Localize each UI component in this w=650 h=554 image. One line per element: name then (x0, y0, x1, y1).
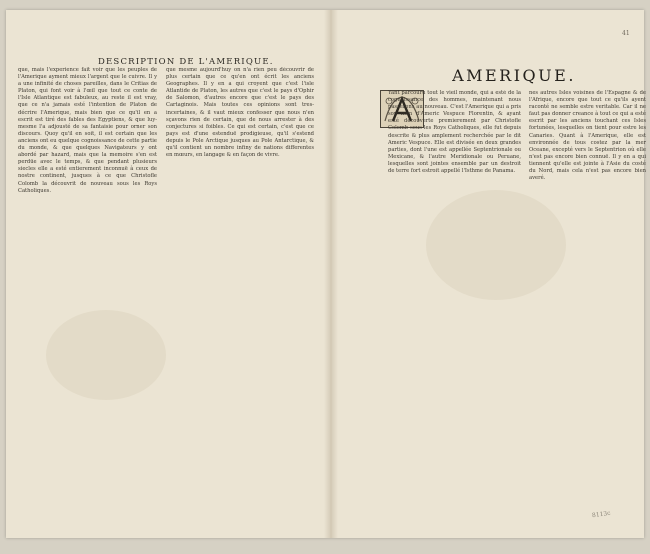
inventory-stamp: 8113c (591, 509, 612, 520)
left-page-column-2: que mesme aujourd'huy on n'a rien peu découvrir de plus certain que ce qu'en ont écrit les anciens Geographes. Il y en a qui croyent que c'est l'isle Atlantide de Platon, les autres que c'est le pays d'Ophir de Salomon, d'autres encore que c'est le pays des Cartaginois. Mais toutes ces opinions sont tres-incertaines, & il vaut mieux confesser que nous n'en sçavons rien de certain, que de nous arrester à des conjectures si foibles. Ce qui est certain, c'est que ce pays est d'une estenduë prodigieuse, qu'il s'estend depuis le Pole Arctique jusques au Pole Antarctique, & qu'il contient un nombre infiny de nations differentes en mœurs, en langage & en façon de vivre. (166, 67, 314, 159)
right-page-column-1: Yant parcouru tout le vieil monde, qui a esté de la cognoissance des hommes, maintenant nous passerons au nouveau. C'est l'Amerique qui a pris son nom d'Americ Vespuce Florentin, & ayant esté découverte premierement par Christofle Colomb sous les Roys Catholiques, elle fut depuis descrite & plus amplement recherchée par le dit Americ Vespuce. Elle est divisée en deux grandes parties, dont l'une est appellée Septentrionale ou Mexicane, & l'autre Meridionale ou Peruane, lesquelles sont jointes ensemble par un destroit de terre fort estroit appellé l'Isthme de Panama. (388, 90, 521, 175)
left-page-heading: DESCRIPTION DE L'AMERIQUE. (98, 57, 274, 67)
left-page-column-1: que, mais l'experience fait voir que les peuples de l'Amerique ayment mieux l'argent que le cuivre. Il y a une infinité de choses pareilles, dans le Critias de Platon, qui font voir à l'œil que tout ce conte de l'Isle Atlantique est fabuleux, au reste il est vray, que ce n'a jamais esté l'intention de Platon de décrire l'Amerique, mais bien que ce qu'il en a escrit est tiré des fables des Egyptiens, & que luy-mesme l'a adjousté de sa fantaisie pour orner son discours. Quoy qu'il en soit, il est certain que les anciens ont eu quelque cognoissance de cette partie du monde, & que quelques Navigateurs y ont abordé par hazard, mais que la memoire s'en est perdüe avec le temps, & que pendant plusieurs siecles elle a esté entierement inconnuë à ceux de nostre continent, jusques à ce que Christofle Colomb la découvrit de nouveau sous les Roys Catholiques. (18, 67, 157, 194)
right-page (338, 10, 644, 538)
left-page (6, 10, 324, 538)
open-book-spread (6, 10, 644, 538)
right-page-heading: AMERIQUE. (452, 66, 576, 85)
page-number: 41 (622, 30, 630, 37)
right-page-column-2: nes autres Isles voisines de l'Espagne & de l'Afrique, encore que tout ce qu'ils ayent raconté ne semble estre veritable. Car il ne faut pas donner creance à tout ce qui a esté escrit par les anciens touchant ces Isles fortunées, lesquelles on tient pour estre les Canaries. Quant à l'Amerique, elle est environnée de tous costez par la mer Oceane, excepté vers le Septentrion où elle n'est pas encore bien connuë. Il y en a qui tiennent qu'elle est jointe à l'Asie du costé du Nord, mais cela n'est pas encore bien averé. (529, 90, 646, 182)
book-gutter (324, 10, 338, 538)
